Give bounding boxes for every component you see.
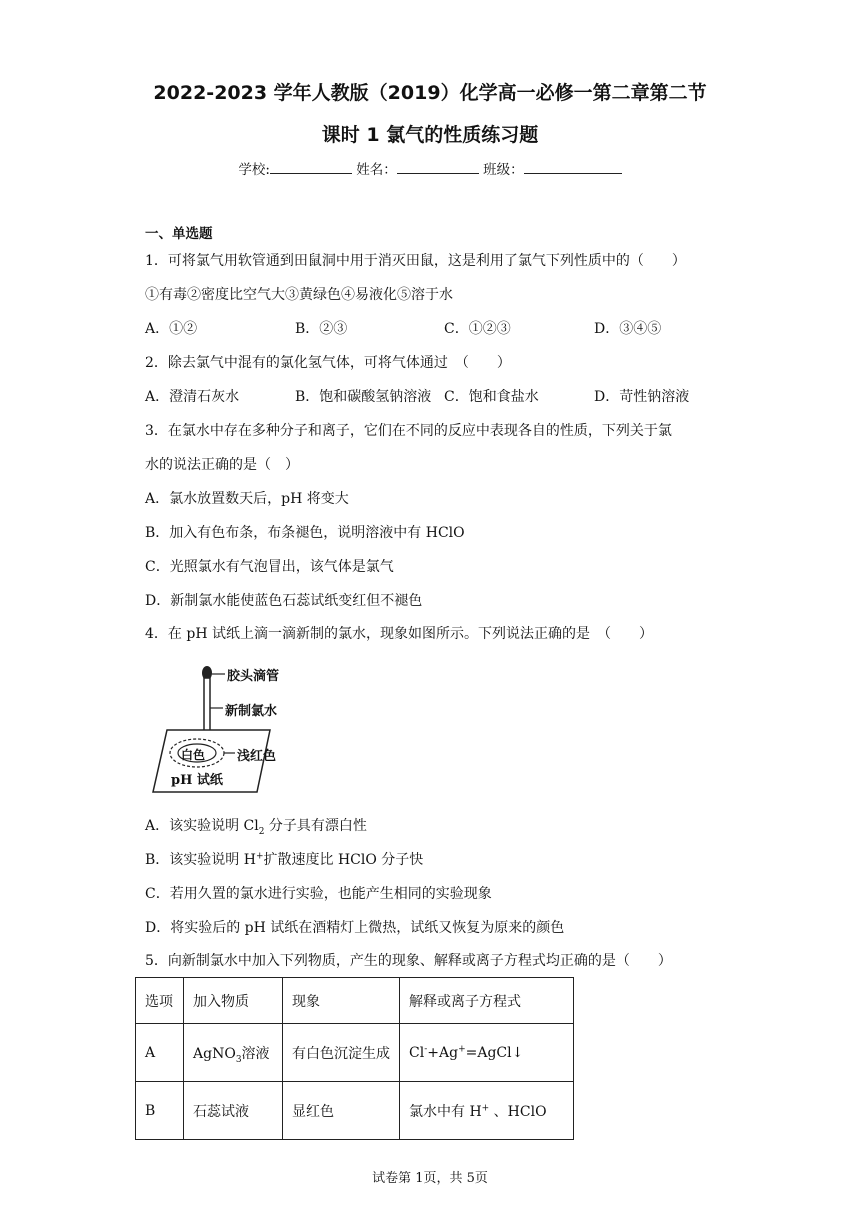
q1-stem: 1．可将氯气用软管通到田鼠洞中用于消灭田鼠，这是利用了氯气下列性质中的（ ） xyxy=(145,253,686,269)
q5-options-table xyxy=(135,977,574,1140)
q2-option-a: A．澄清石灰水 xyxy=(145,389,240,405)
table-header-cell: 解释或离子方程式 xyxy=(400,978,574,1024)
q2-option-b: B．饱和碳酸氢钠溶液 xyxy=(295,389,432,405)
name-blank xyxy=(397,159,479,174)
q1-option-c: C．①②③ xyxy=(444,321,511,337)
q3-option-d: D．新制氯水能使蓝色石蕊试纸变红但不褪色 xyxy=(145,593,423,609)
q2-option-c: C．饱和食盐水 xyxy=(444,389,539,405)
label-white: 白色 xyxy=(181,748,206,762)
table-cell-option: A xyxy=(136,1024,184,1082)
page-footer: 试卷第 1页，共 5页 xyxy=(372,1171,488,1186)
table-cell-phenomenon: 显红色 xyxy=(283,1082,400,1140)
class-blank xyxy=(524,159,622,174)
q3-option-b: B．加入有色布条，布条褪色，说明溶液中有 HClO xyxy=(145,525,465,541)
table-cell-substance: 石蕊试液 xyxy=(184,1082,283,1140)
table-header-row xyxy=(136,978,574,1024)
q3-option-c: C．光照氯水有气泡冒出，该气体是氯气 xyxy=(145,559,394,575)
document-title-line-2: 课时 1 氯气的性质练习题 xyxy=(321,124,539,146)
table-cell-phenomenon: 有白色沉淀生成 xyxy=(283,1024,400,1082)
q1-option-a: A．①② xyxy=(145,321,198,337)
label-ph-paper: pH 试纸 xyxy=(171,773,223,788)
q4-option-b: B．该实验说明 H+扩散速度比 HClO 分子快 xyxy=(145,851,424,868)
table-row xyxy=(136,1082,574,1140)
section-title: 一、单选题 xyxy=(145,226,213,242)
table-cell-explanation: 氯水中有 H+ 、HClO xyxy=(400,1082,574,1140)
school-blank xyxy=(270,159,352,174)
table-cell-explanation: Cl-+Ag+=AgCl↓ xyxy=(400,1024,574,1082)
label-light-red: 浅红色 xyxy=(237,749,277,764)
dropper-tube-icon xyxy=(204,678,210,736)
document-title-line-1: 2022-2023 学年人教版（2019）化学高一必修一第二章第二节 xyxy=(153,82,707,104)
table-header-cell: 现象 xyxy=(283,978,400,1024)
class-label: 班级： xyxy=(483,162,524,178)
q2-option-d: D．苛性钠溶液 xyxy=(594,389,690,405)
q4-option-a: A．该实验说明 $Cl_2$ 分子具有漂白性 xyxy=(145,818,367,837)
table-cell-option: B xyxy=(136,1082,184,1140)
q1-option-b: B．②③ xyxy=(295,321,348,337)
q3-option-a: A．氯水放置数天后，pH 将变大 xyxy=(145,491,349,507)
q3-stem: 3．在氯水中存在多种分子和离子，它们在不同的反应中表现各自的性质，下列关于氯 xyxy=(145,423,672,439)
q1-option-d: D．③④⑤ xyxy=(594,321,662,337)
q4-option-c: C．若用久置的氯水进行实验，也能产生相同的实验现象 xyxy=(145,886,492,902)
table-header-cell: 加入物质 xyxy=(184,978,283,1024)
ph-paper-drawing xyxy=(145,660,305,800)
table-row xyxy=(136,1024,574,1082)
label-dropper: 胶头滴管 xyxy=(227,669,280,684)
q3-stem-2: 水的说法正确的是（ ） xyxy=(145,457,299,473)
table-header-cell: 选项 xyxy=(136,978,184,1024)
table-cell-substance: AgNO$_3$溶液 xyxy=(184,1024,283,1082)
q2-stem: 2．除去氯气中混有的氯化氢气体，可将气体通过 （ ） xyxy=(145,355,511,371)
q4-option-d: D．将实验后的 pH 试纸在酒精灯上微热，试纸又恢复为原来的颜色 xyxy=(145,920,565,936)
student-info-line xyxy=(0,158,860,178)
q5-stem: 5．向新制氯水中加入下列物质，产生的现象、解释或离子方程式均正确的是（ ） xyxy=(145,953,672,969)
name-label: 姓名： xyxy=(356,162,397,178)
q4-stem: 4．在 pH 试纸上滴一滴新制的氯水，现象如图所示。下列说法正确的是 （ ） xyxy=(145,626,653,642)
q1-stem-2: ①有毒②密度比空气大③黄绿色④易液化⑤溶于水 xyxy=(145,287,453,303)
ph-paper-figure xyxy=(145,660,305,800)
school-label: 学校: xyxy=(238,162,270,178)
label-chlorine-water: 新制氯水 xyxy=(225,704,278,719)
